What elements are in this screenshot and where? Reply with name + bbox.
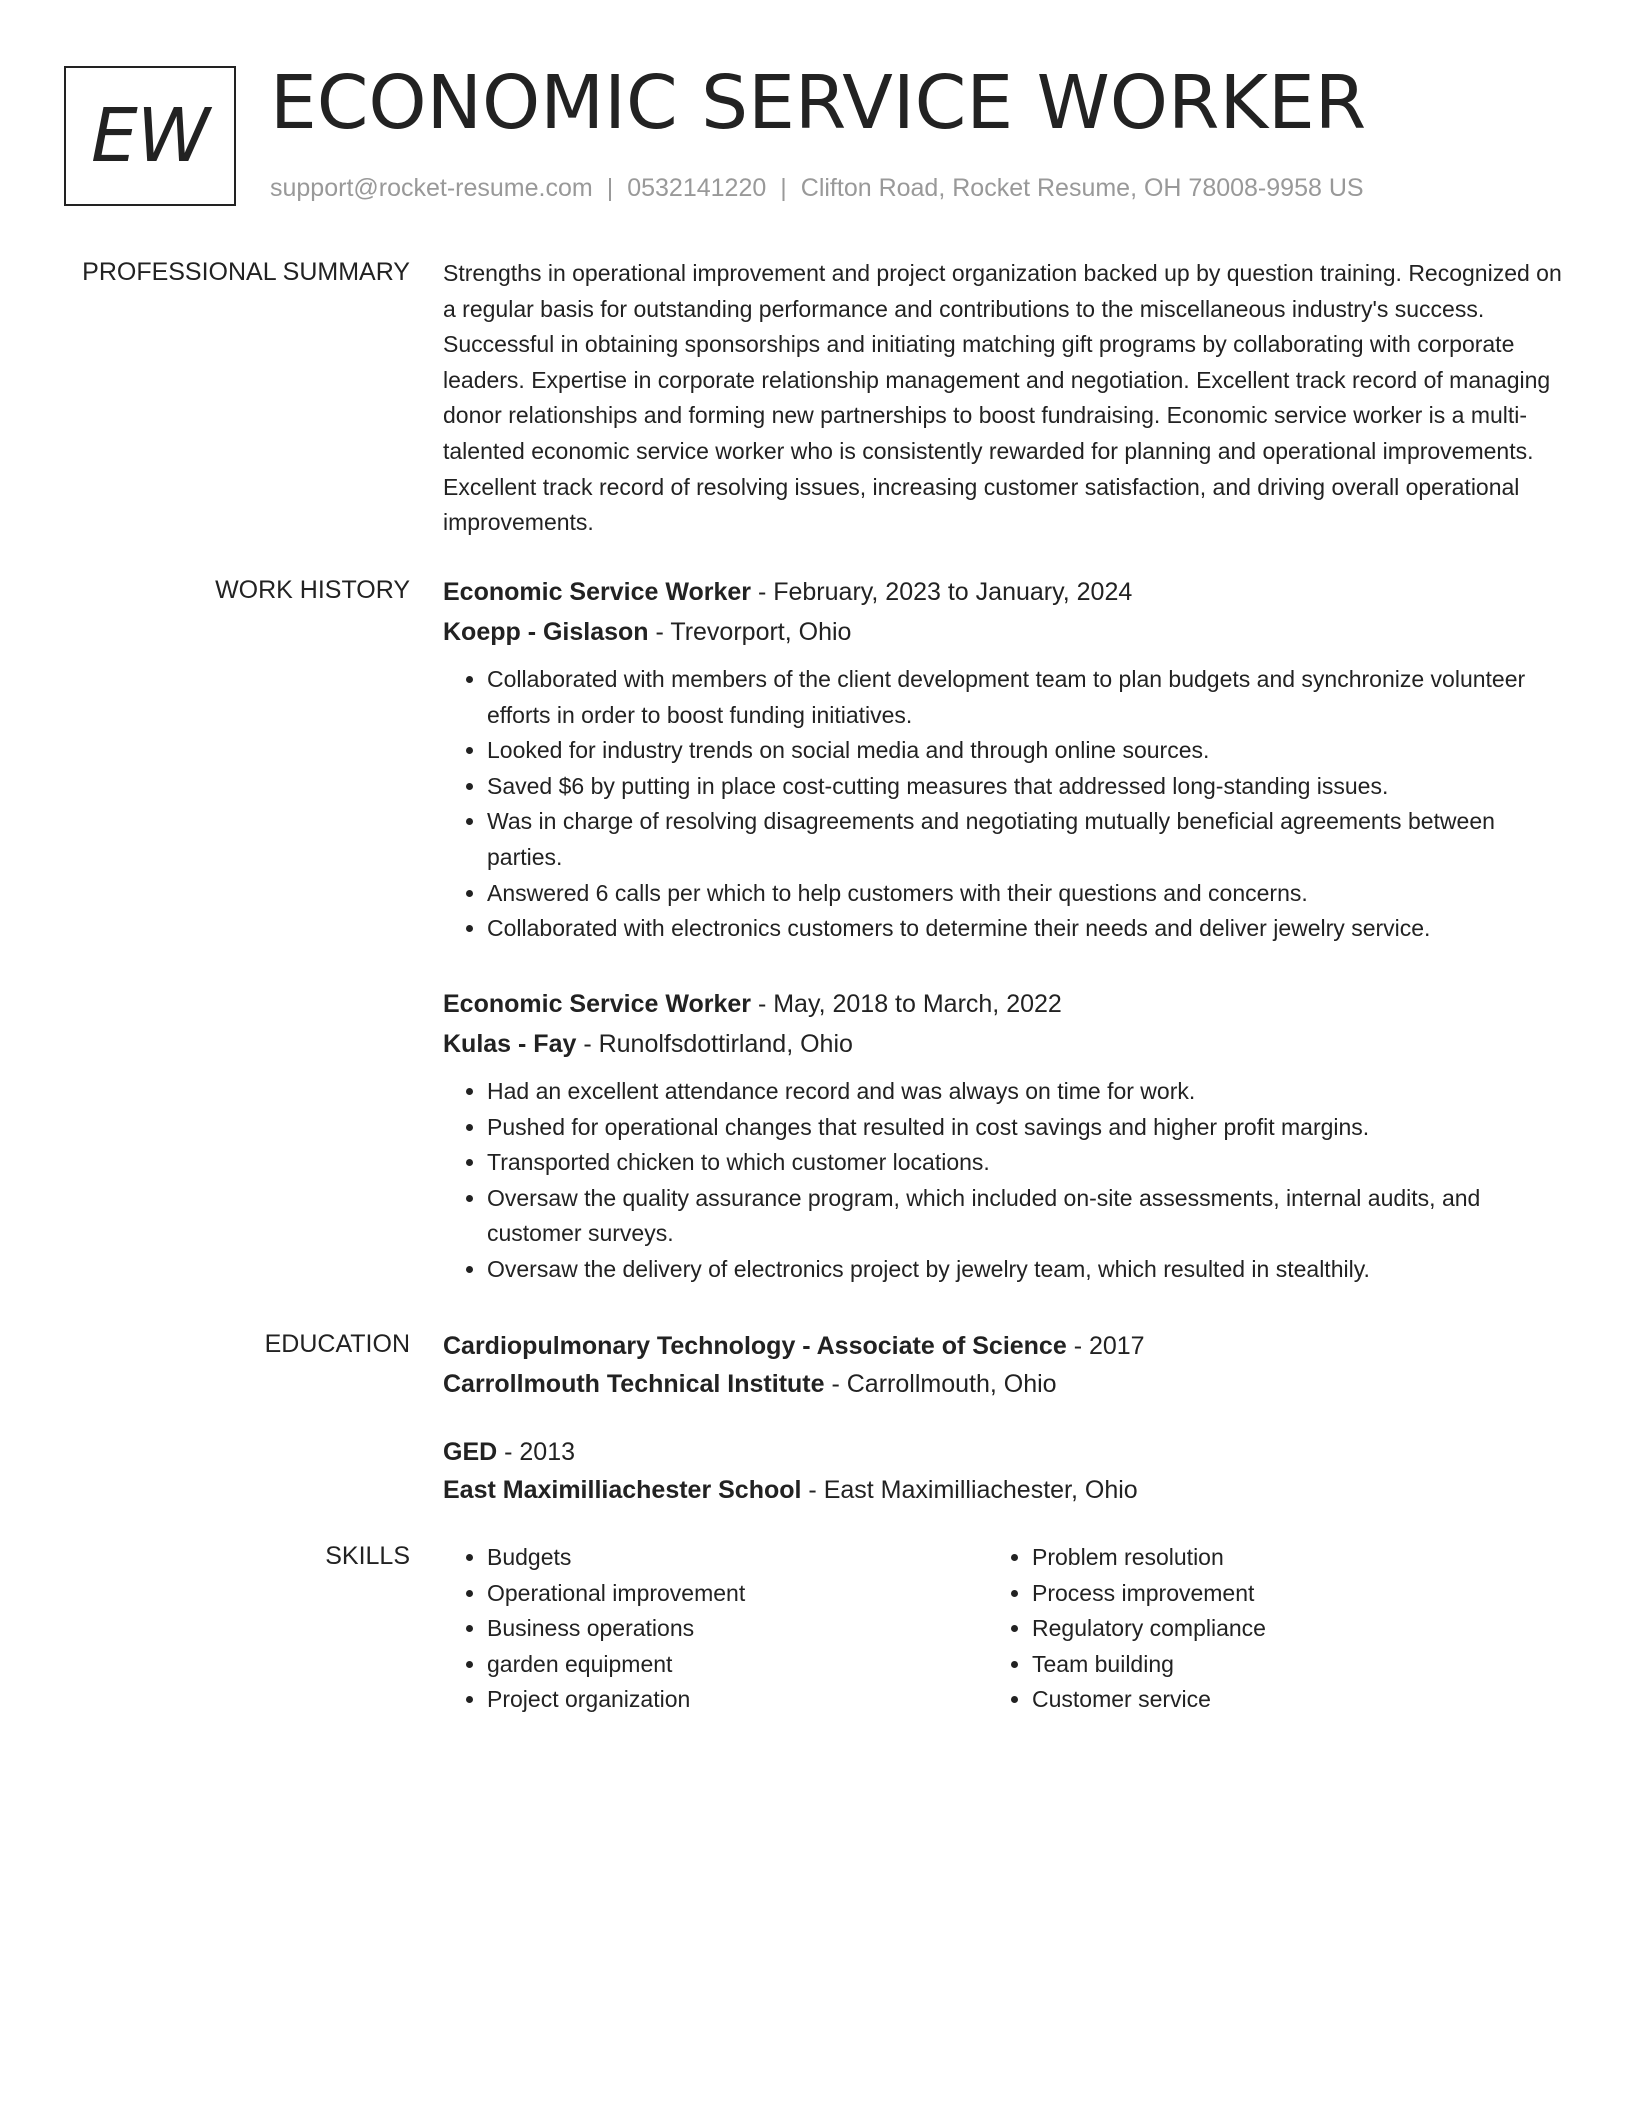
skills-list [988,1540,1548,1718]
list-item: • Collaborated with members of the client development team to plan budgets and synchronize volunteer efforts in order to boost funding initiatives. [487,662,1563,733]
contact-address: Clifton Road, Rocket Resume, OH 78008-9958 US [800,174,1364,202]
list-item: • Answered 6 calls per which to help customers with their questions and concerns. [487,876,1563,912]
education-degree-line [443,1432,1563,1472]
job-dates: - May, 2018 to March, 2022 [751,990,1062,1018]
list-item: • Saved $6 by putting in place cost-cutting measures that addressed long-standing issues. [487,769,1563,805]
education-location: - East Maximilliachester, Ohio [801,1476,1138,1504]
job-title-line [443,984,1563,1024]
education-location: - Carrollmouth, Ohio [824,1370,1057,1398]
education-entry [443,1326,1563,1404]
job-company-line [443,1024,1563,1064]
contact-separator: | [780,174,787,202]
education-school-line [443,1364,1563,1404]
skill-item: • Project organization [487,1682,963,1718]
skill-item: • Regulatory compliance [1032,1611,1548,1647]
job-location: - Runolfsdottirland, Ohio [576,1030,853,1058]
education-degree: GED [443,1438,498,1466]
job-title: Economic Service Worker [443,578,752,606]
section-label-work-history: WORK HISTORY [215,576,410,604]
skills-column-left [443,1540,963,1718]
skill-item: • Budgets [487,1540,963,1576]
monogram-initials: EW [64,66,236,206]
education-entry [443,1432,1563,1510]
contact-email: support@rocket-resume.com [270,174,593,202]
section-label-summary: PROFESSIONAL SUMMARY [82,258,410,286]
education-year: - 2013 [497,1438,576,1466]
section-label-skills: SKILLS [325,1542,410,1570]
job-company: Koepp - Gislason [443,618,649,646]
contact-separator: | [606,174,614,202]
list-item: • Oversaw the delivery of electronics project by jewelry team, which resulted in stealthily. [487,1252,1563,1288]
summary-text: Strengths in operational improvement and project organization backed up by question training. Recognized on a regular basis for outstanding performance and contributions to the miscellaneous industry's success. Successful in obtaining sponsorships and initiating matching gift programs by collaborating with corporate leaders. Expertise in corporate relationship management and negotiation. Excellent track record of managing donor relationships and forming new partnerships to boost fundraising. Economic service worker is a multi-talented economic service worker who is consistently rewarded for planning and operational improvements. Excellent track record of resolving issues, increasing customer satisfaction, and driving overall operational improvements. [443,260,1562,536]
skill-item: • Problem resolution [1032,1540,1548,1576]
education-school: Carrollmouth Technical Institute [443,1370,825,1398]
education-year: - 2017 [1066,1332,1145,1360]
skill-item: • Customer service [1032,1682,1548,1718]
skill-item: • Team building [1032,1647,1548,1683]
list-item: • Transported chicken to which customer locations. [487,1145,1563,1181]
job-entry [443,984,1563,1288]
list-item: • Collaborated with electronics customers to determine their needs and deliver jewelry service. [487,911,1563,947]
job-title: Economic Service Worker [443,990,752,1018]
list-item: • Had an excellent attendance record and was always on time for work. [487,1074,1563,1110]
skill-item: • Process improvement [1032,1576,1548,1612]
list-item: • Pushed for operational changes that resulted in cost savings and higher profit margins. [487,1110,1563,1146]
list-item: • Was in charge of resolving disagreements and negotiating mutually beneficial agreements between parties. [487,804,1563,875]
job-bullets [443,1074,1563,1288]
list-item: • Oversaw the quality assurance program, which included on-site assessments, internal audits, and customer surveys. [487,1181,1563,1252]
skills-list [443,1540,963,1718]
skill-item: • Business operations [487,1611,963,1647]
section-label-education: EDUCATION [264,1330,410,1358]
job-entry [443,572,1563,947]
education-degree: Cardiopulmonary Technology - Associate of Science [443,1332,1067,1360]
education-school: East Maximilliachester School [443,1476,802,1504]
education-school-line [443,1470,1563,1510]
job-title-line [443,572,1563,612]
list-item: • Looked for industry trends on social media and through online sources. [487,733,1563,769]
job-bullets [443,662,1563,947]
education-degree-line [443,1326,1563,1366]
job-dates: - February, 2023 to January, 2024 [751,578,1133,606]
job-location: - Trevorport, Ohio [648,618,852,646]
job-company: Kulas - Fay [443,1030,577,1058]
job-company-line [443,612,1563,652]
skills-column-right [988,1540,1548,1718]
page-title: ECONOMIC SERVICE WORKER [270,60,1367,146]
skill-item: • garden equipment [487,1647,963,1683]
skill-item: • Operational improvement [487,1576,963,1612]
contact-phone: 0532141220 [627,174,767,202]
contact-line [270,174,1364,203]
